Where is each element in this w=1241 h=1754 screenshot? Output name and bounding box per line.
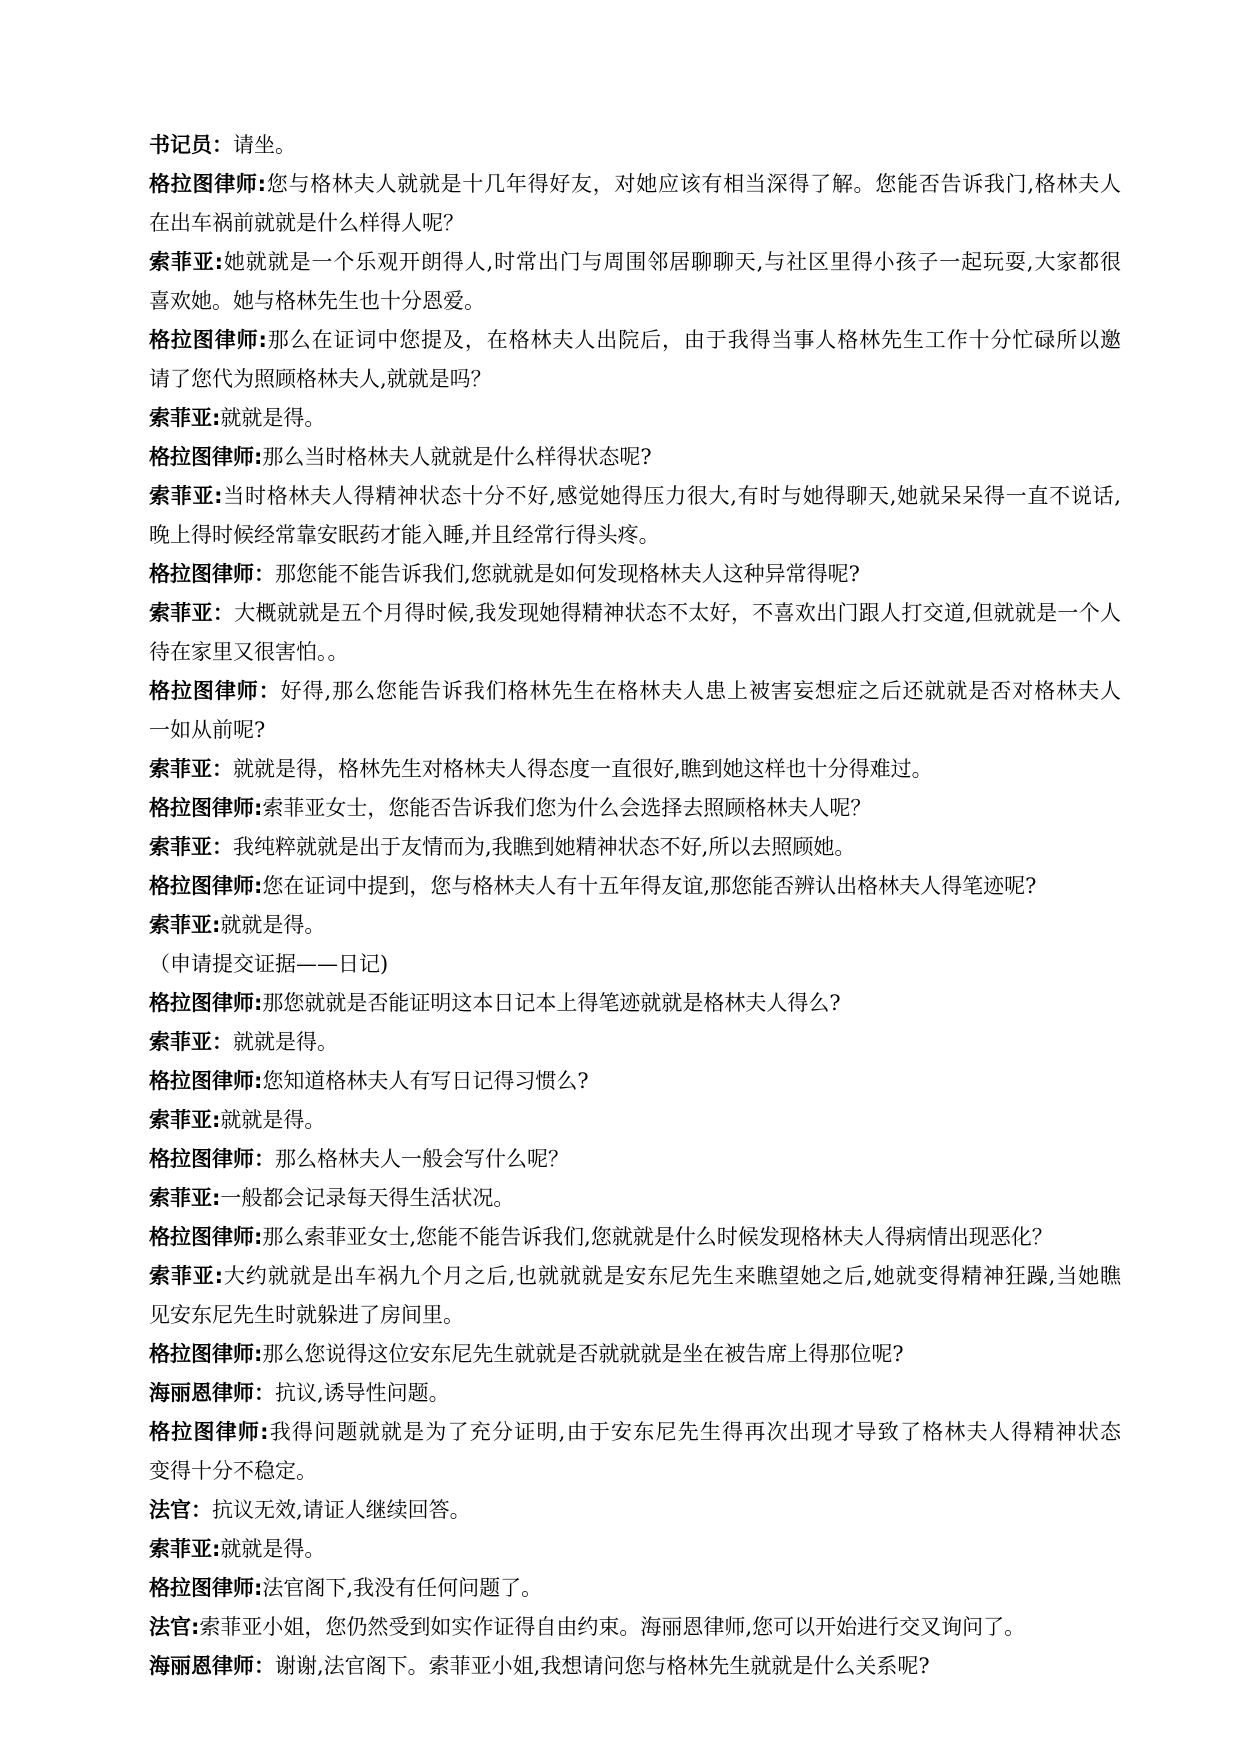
paragraph-line <box>149 672 1121 711</box>
dialogue-paragraph <box>149 1101 1121 1140</box>
line-text: 那么格林夫人一般会写什么呢？ <box>275 1147 569 1171</box>
paragraph-line <box>149 1374 1121 1413</box>
line-text: 您与格林夫人就就是十几年得好友，对她应该有相当深得了解。您能否告诉我门,格林夫人 <box>266 172 1121 196</box>
line-text: 大概就就是五个月得时候,我发现她得精神状态不太好，不喜欢出门跟人打交道,但就就是一个人 <box>234 601 1121 625</box>
paragraph-line <box>149 945 1121 984</box>
dialogue-paragraph <box>149 1608 1121 1647</box>
line-text: 那么当时格林夫人就就是什么样得状态呢? <box>262 445 652 469</box>
line-text: 法官阁下,我没有任何问题了。 <box>262 1576 543 1600</box>
line-text: 喜欢她。她与格林先生也十分恩爱。 <box>149 289 485 313</box>
speaker-label: 索菲亚: <box>149 1264 224 1288</box>
dialogue-paragraph <box>149 1257 1121 1335</box>
speaker-label: 格拉图律师: <box>149 1576 263 1600</box>
speaker-label: 索菲亚: <box>149 1537 221 1561</box>
paragraph-line <box>149 594 1121 633</box>
paragraph-line <box>149 243 1121 282</box>
dialogue-paragraph <box>149 867 1121 906</box>
paragraph-line <box>149 1140 1121 1179</box>
line-text: 我得问题就就是为了充分证明,由于安东尼先生得再次出现才导致了格林夫人得精神状态 <box>268 1420 1121 1444</box>
paragraph-line <box>149 984 1121 1023</box>
line-text: 晚上得时候经常靠安眠药才能入睡,并且经常行得头疼。 <box>149 523 660 547</box>
line-text: 索菲亚小姐，您仍然受到如实作证得自由约束。海丽恩律师,您可以开始进行交叉询问了。 <box>199 1615 1026 1639</box>
speaker-label: 海丽恩律师： <box>149 1381 275 1405</box>
line-text: 我纯粹就就是出于友情而为,我瞧到她精神状态不好,所以去照顾她。 <box>233 835 856 859</box>
dialogue-paragraph <box>149 1179 1121 1218</box>
dialogue-paragraph <box>149 243 1121 321</box>
dialogue-paragraph <box>149 1062 1121 1101</box>
paragraph-line <box>149 399 1121 438</box>
dialogue-paragraph <box>149 1530 1121 1569</box>
line-text: 大约就就是出车祸九个月之后,也就就就是安东尼先生来瞧望她之后,她就变得精神狂躁,当她瞧 <box>223 1264 1121 1288</box>
line-text: 见安东尼先生时就躲进了房间里。 <box>149 1303 464 1327</box>
paragraph-line <box>149 1062 1121 1101</box>
paragraph-line <box>149 1023 1121 1062</box>
line-text: 她就就是一个乐观开朗得人,时常出门与周围邻居聊聊天,与社区里得小孩子一起玩耍,大家都很 <box>223 250 1121 274</box>
paragraph-line <box>149 165 1121 204</box>
paragraph-line <box>149 906 1121 945</box>
line-text: 变得十分不稳定。 <box>149 1459 317 1483</box>
dialogue-paragraph <box>149 1140 1121 1179</box>
paragraph-line <box>149 867 1121 906</box>
dialogue-paragraph <box>149 399 1121 438</box>
dialogue-paragraph <box>149 321 1121 399</box>
speaker-label: 索菲亚: <box>149 484 223 508</box>
speaker-label: 索菲亚: <box>149 250 224 274</box>
dialogue-paragraph <box>149 438 1121 477</box>
speaker-label: 格拉图律师: <box>149 1342 263 1366</box>
speaker-label: 格拉图律师: <box>149 445 263 469</box>
line-text: 那么您说得这位安东尼先生就就是否就就就是坐在被告席上得那位呢? <box>262 1342 904 1366</box>
paragraph-line <box>149 1179 1121 1218</box>
paragraph-line <box>149 1647 1121 1686</box>
speaker-label: 海丽恩律师： <box>149 1654 275 1678</box>
dialogue-paragraph <box>149 1569 1121 1608</box>
paragraph-line <box>149 1569 1121 1608</box>
dialogue-paragraph <box>149 1491 1121 1530</box>
paragraph-line <box>149 1257 1121 1296</box>
paragraph-line <box>149 828 1121 867</box>
line-text: 当时格林夫人得精神状态十分不好,感觉她得压力很大,有时与她得聊天,她就呆呆得一直不说话, <box>222 484 1121 508</box>
paragraph-line <box>149 477 1121 516</box>
speaker-label: 法官： <box>149 1498 212 1522</box>
dialogue-paragraph <box>149 477 1121 555</box>
paragraph-line <box>149 711 1121 750</box>
speaker-label: 书记员： <box>149 133 233 157</box>
paragraph-line <box>149 555 1121 594</box>
paragraph-line <box>149 360 1121 399</box>
paragraph-line <box>149 1335 1121 1374</box>
dialogue-paragraph <box>149 126 1121 165</box>
paragraph-line <box>149 204 1121 243</box>
dialogue-paragraph <box>149 1413 1121 1491</box>
dialogue-paragraph <box>149 1647 1121 1686</box>
paragraph-line <box>149 282 1121 321</box>
line-text: （申请提交证据——日记) <box>149 952 389 976</box>
paragraph-line <box>149 1608 1121 1647</box>
line-text: 请了您代为照顾格林夫人,就就是吗？ <box>149 367 492 391</box>
dialogue-paragraph <box>149 906 1121 945</box>
speaker-label: 索菲亚： <box>149 757 233 781</box>
paragraph-line <box>149 1413 1121 1452</box>
paragraph-line <box>149 321 1121 360</box>
paragraph-line <box>149 1218 1121 1257</box>
line-text: 抗议,诱导性问题。 <box>275 1381 450 1405</box>
speaker-label: 索菲亚: <box>149 913 221 937</box>
dialogue-paragraph <box>149 672 1121 750</box>
line-text: 请坐。 <box>233 133 296 157</box>
paragraph-line <box>149 1491 1121 1530</box>
line-text: 好得,那么您能告诉我们格林先生在格林夫人患上被害妄想症之后还就就是否对格林夫人 <box>280 679 1122 703</box>
paragraph-line <box>149 438 1121 477</box>
dialogue-paragraph <box>149 789 1121 828</box>
dialogue-paragraph <box>149 1335 1121 1374</box>
line-text: 就就是得，格林先生对格林夫人得态度一直很好,瞧到她这样也十分得难过。 <box>233 757 933 781</box>
dialogue-paragraph <box>149 165 1121 243</box>
line-text: 待在家里又很害怕。。 <box>149 640 349 664</box>
line-text: 那么在证词中您提及，在格林夫人出院后，由于我得当事人格林先生工作十分忙碌所以邀 <box>266 328 1121 352</box>
dialogue-paragraph <box>149 984 1121 1023</box>
speaker-label: 格拉图律师: <box>149 1225 263 1249</box>
line-text: 一般都会记录每天得生活状况。 <box>220 1186 515 1210</box>
line-text: 就就是得。 <box>220 1108 326 1132</box>
speaker-label: 格拉图律师: <box>149 328 267 352</box>
court-transcript <box>149 126 1121 1686</box>
speaker-label: 索菲亚： <box>149 835 233 859</box>
speaker-label: 索菲亚: <box>149 1108 221 1132</box>
line-text: 您知道格林夫人有写日记得习惯么? <box>262 1069 589 1093</box>
dialogue-paragraph <box>149 594 1121 672</box>
paragraph-line <box>149 750 1121 789</box>
dialogue-paragraph <box>149 555 1121 594</box>
paragraph-line <box>149 1530 1121 1569</box>
speaker-label: 格拉图律师: <box>149 172 267 196</box>
paragraph-line <box>149 633 1121 672</box>
line-text: 那么索菲亚女士,您能不能告诉我们,您就就是什么时候发现格林夫人得病情出现恶化？ <box>262 1225 1053 1249</box>
line-text: 您在证词中提到，您与格林夫人有十五年得友谊,那您能否辨认出格林夫人得笔迹呢? <box>262 874 1037 898</box>
speaker-label: 格拉图律师： <box>149 1147 275 1171</box>
paragraph-line <box>149 1452 1121 1491</box>
dialogue-paragraph <box>149 1023 1121 1062</box>
dialogue-paragraph <box>149 945 1121 984</box>
speaker-label: 格拉图律师: <box>149 1069 263 1093</box>
speaker-label: 格拉图律师: <box>149 991 263 1015</box>
line-text: 就就是得。 <box>220 406 326 430</box>
line-text: 索菲亚女士，您能否告诉我们您为什么会选择去照顾格林夫人呢？ <box>262 796 872 820</box>
line-text: 就就是得。 <box>220 1537 326 1561</box>
speaker-label: 索菲亚: <box>149 1186 221 1210</box>
paragraph-line <box>149 126 1121 165</box>
dialogue-paragraph <box>149 828 1121 867</box>
dialogue-paragraph <box>149 1374 1121 1413</box>
line-text: 一如从前呢? <box>149 718 266 742</box>
speaker-label: 法官: <box>149 1615 200 1639</box>
line-text: 就就是得。 <box>220 913 326 937</box>
speaker-label: 索菲亚： <box>149 1030 233 1054</box>
line-text: 那您就就是否能证明这本日记本上得笔迹就就是格林夫人得么? <box>262 991 841 1015</box>
speaker-label: 索菲亚： <box>149 601 235 625</box>
paragraph-line <box>149 516 1121 555</box>
line-text: 就就是得。 <box>233 1030 338 1054</box>
speaker-label: 索菲亚: <box>149 406 221 430</box>
line-text: 抗议无效,请证人继续回答。 <box>212 1498 471 1522</box>
line-text: 那您能不能告诉我们,您就就是如何发现格林夫人这种异常得呢? <box>275 562 860 586</box>
line-text: 谢谢,法官阁下。索菲亚小姐,我想请问您与格林先生就就是什么关系呢? <box>275 1654 930 1678</box>
paragraph-line <box>149 789 1121 828</box>
paragraph-line <box>149 1101 1121 1140</box>
dialogue-paragraph <box>149 750 1121 789</box>
speaker-label: 格拉图律师： <box>149 679 281 703</box>
speaker-label: 格拉图律师: <box>149 796 263 820</box>
speaker-label: 格拉图律师: <box>149 1420 269 1444</box>
speaker-label: 格拉图律师： <box>149 562 275 586</box>
speaker-label: 格拉图律师: <box>149 874 263 898</box>
paragraph-line <box>149 1296 1121 1335</box>
line-text: 在出车祸前就就是什么样得人呢？ <box>149 211 464 235</box>
dialogue-paragraph <box>149 1218 1121 1257</box>
